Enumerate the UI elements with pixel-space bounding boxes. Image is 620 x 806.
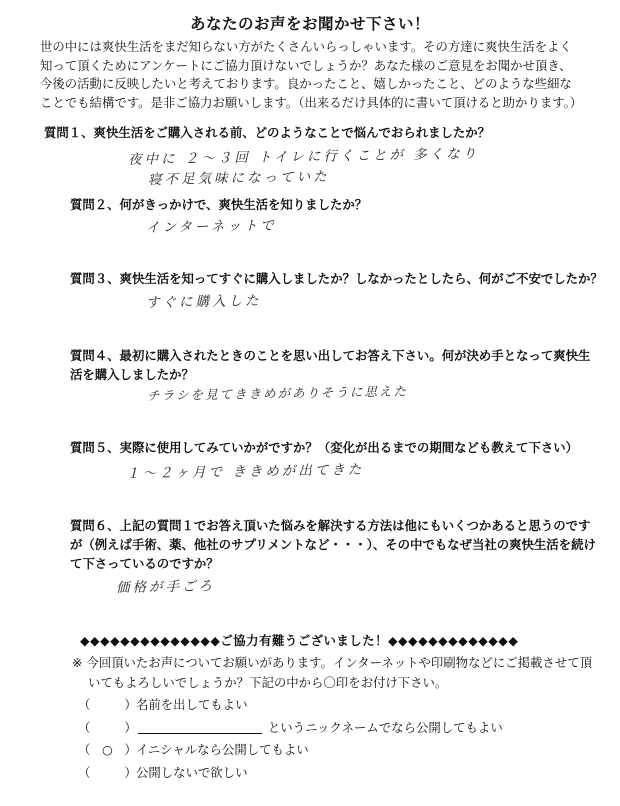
option-initials[interactable] <box>78 740 309 758</box>
option-label: イニシャルなら公開してもよい <box>135 742 309 757</box>
option-label: 公開しないで欲しい <box>135 765 248 780</box>
question-1 <box>44 123 490 142</box>
question-3 <box>70 269 603 288</box>
question-3-text: 質問３、爽快生活を知ってすぐに購入しましたか？しなかったとしたら、何がご不安でしたか？ <box>70 271 603 286</box>
answer-6: 価格が手ごろ <box>115 578 216 596</box>
option-label: 名前を出してもよい <box>135 697 248 712</box>
question-5-text: 質問５、実際に使用してみていかがですか？（変化が出るまでの期間なども教えて下さい） <box>70 440 579 455</box>
option-checkbox[interactable]: （ ） <box>78 765 137 780</box>
intro-paragraph <box>40 38 595 112</box>
question-4-text-line-2: 活を購入しましたか？ <box>70 367 194 382</box>
intro-line: ことでも結構です。是非ご協力お願いします。（出来るだけ具体的に書いて頂けると助かります。） <box>40 94 583 110</box>
question-4-text-line-1: 質問４、最初に購入されたときのことを思い出してお答え下さい。何が決め手となって爽快生 <box>70 348 591 363</box>
option-private[interactable] <box>78 763 247 781</box>
answer-3: すぐに購入した <box>145 292 262 311</box>
question-6-text-line-1: 質問６、上記の質問１でお答え頂いた悩みを解決する方法は他にもいくつかあると思うのです <box>70 518 591 533</box>
question-6-text-line-2: が（例えば手術、薬、他社のサプリメントなど・・・）、その中でもなぜ当社の爽快生活を続け <box>70 537 596 552</box>
intro-line: 今後の活動に反映したいと考えております。良かったこと、嬉しかったこと、どのような些細な <box>40 76 572 91</box>
answer-1-line-2: 寝不足気味になっていた <box>147 168 330 188</box>
publication-request <box>72 653 612 693</box>
option-label: というニックネームでなら公開してもよい <box>267 720 503 735</box>
answer-2: インターネットで <box>145 217 277 236</box>
option-checkbox[interactable]: （ ） <box>78 720 137 735</box>
option-checkbox[interactable]: （ ○ ） <box>78 742 137 757</box>
option-nickname[interactable] <box>78 718 503 736</box>
option-checkbox[interactable]: （ ） <box>78 697 137 712</box>
answer-5: １〜２ヶ月で ききめが出てきた <box>125 461 365 482</box>
question-6 <box>70 516 596 573</box>
option-real-name[interactable] <box>78 695 247 713</box>
intro-line: 世の中には爽快生活をまだ知らない方がたくさんいらっしゃいます。その方達に爽快生活をよく <box>40 39 572 54</box>
question-5 <box>70 438 578 457</box>
question-6-text-line-3: て下さっているのですか？ <box>70 556 219 571</box>
thanks-banner: ◆◆◆◆◆◆◆◆◆◆◆◆◆◆ご協力有難うございました！◆◆◆◆◆◆◆◆◆◆◆◆◆ <box>80 633 519 648</box>
question-2 <box>70 195 367 214</box>
nickname-blank-line[interactable] <box>138 733 262 734</box>
answer-1-line-1: 夜中に ２〜３回 トイレに行くことが 多くなり <box>127 145 480 168</box>
question-2-text: 質問２、何がきっかけで、爽快生活を知りましたか？ <box>70 197 368 212</box>
question-1-text: 質問１、爽快生活をご購入される前、どのようなことで悩んでおられましたか？ <box>44 125 491 140</box>
answer-4: チラシを見てききめがありそうに思えた <box>146 383 409 403</box>
request-line: いてもよろしいでしょうか？下記の中から〇印をお付け下さい。 <box>88 675 448 690</box>
circle-mark-icon: ○ <box>101 742 113 757</box>
request-line: ※ 今回頂いたお声についてお願いがあります。インターネットや印刷物などにご掲載させて頂 <box>72 655 592 670</box>
intro-line: 知って頂くためにアンケートにご協力頂けないでしょうか？あなた様のご意見をお聞かせ頂き、 <box>40 57 572 73</box>
survey-title: あなたのお声をお聞かせ下さい！ <box>189 15 430 33</box>
question-4 <box>70 346 590 384</box>
